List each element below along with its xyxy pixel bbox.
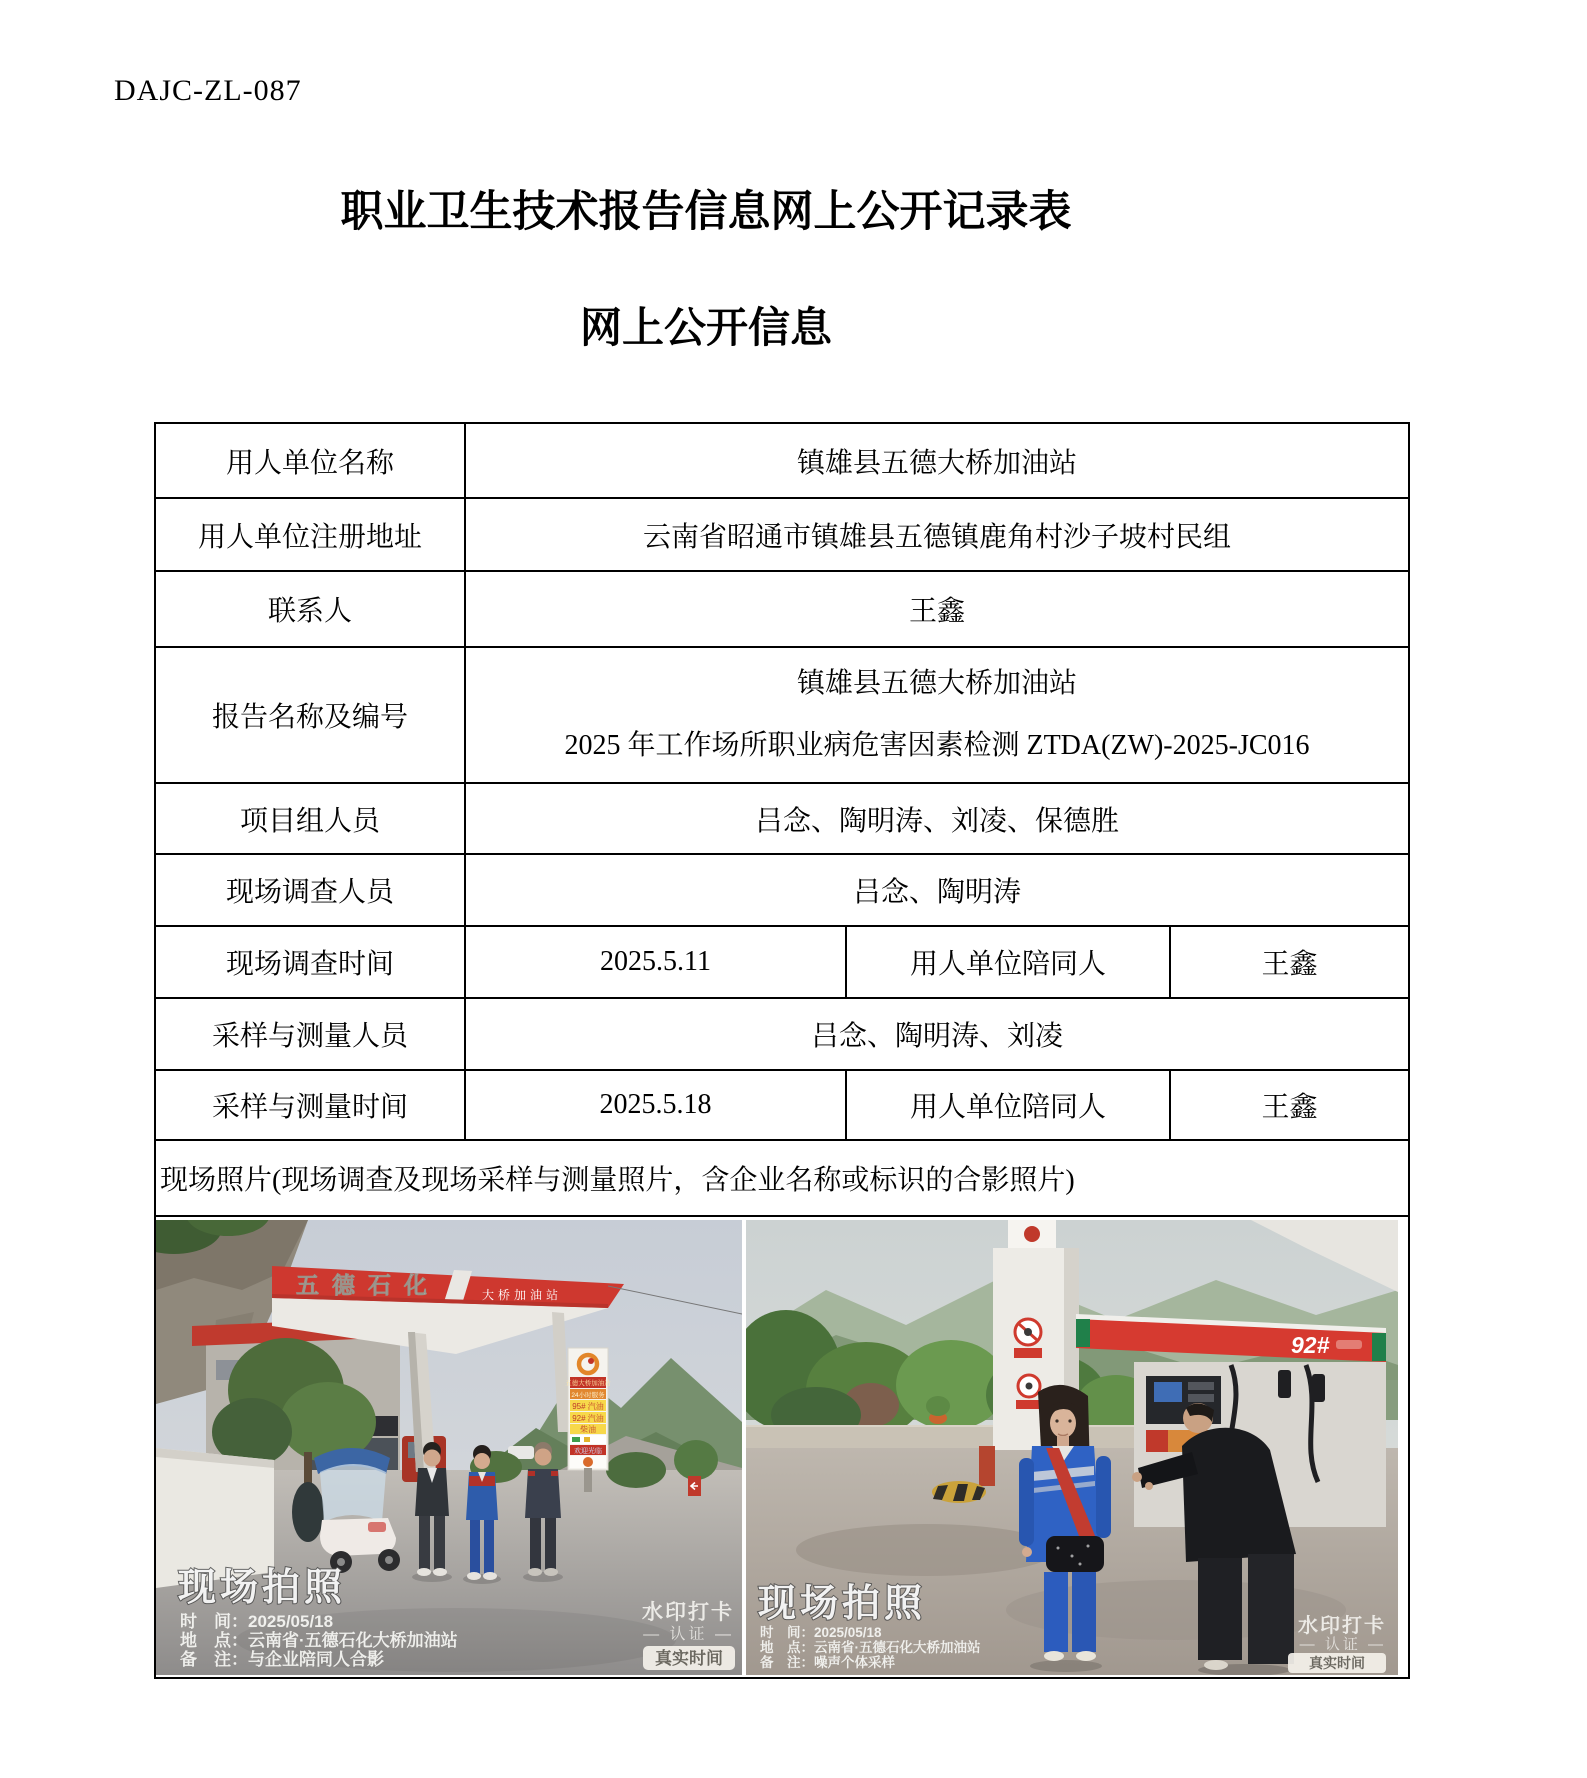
cell-text: 采样与测量人员 — [211, 1021, 408, 1052]
watermark-stamp-right — [1288, 1613, 1386, 1673]
value-sampling-date — [465, 1070, 846, 1140]
label-contact — [155, 571, 465, 647]
watermark-title: 现场拍照 — [758, 1582, 927, 1625]
photos-container — [156, 1220, 1408, 1675]
stamp-line2: — 认证 — — [643, 1625, 734, 1643]
value-survey-companion — [1170, 926, 1409, 998]
canopy-brand-text: 五德石化 — [296, 1271, 440, 1298]
value-registered-address — [465, 498, 1409, 571]
photo-group-at-station — [156, 1220, 742, 1675]
pump-sign-text: 92# — [1291, 1331, 1330, 1358]
row-survey-staff — [155, 854, 1409, 926]
cell-text: 王鑫 — [1261, 949, 1318, 980]
cell-text: 用人单位名称 — [225, 447, 394, 479]
row-sampling-date — [155, 1070, 1409, 1140]
stamp-line2: — 认证 — — [1299, 1635, 1386, 1653]
cell-text: 吕念、陶明涛、刘凌 — [811, 1021, 1064, 1052]
row-report-name — [155, 647, 1409, 783]
label-sampling-staff — [155, 998, 465, 1070]
photo-note — [155, 1140, 1409, 1216]
cell-text: 项目组人员 — [239, 805, 380, 837]
watermark-note: 备 注：噪声个体采样 — [760, 1654, 895, 1670]
row-sampling-staff — [155, 998, 1409, 1070]
photo-noise-sampling — [746, 1220, 1398, 1675]
price-row-95: 95# 汽油 — [572, 1401, 604, 1411]
value-survey-date — [465, 926, 846, 998]
cell-text: 现场照片(现场调查及现场采样与测量照片，含企业名称或标识的合影照片) — [160, 1165, 1075, 1196]
row-registered-address — [155, 498, 1409, 571]
stamp-line1: 水印打卡 — [642, 1600, 734, 1624]
label-survey-date — [155, 926, 465, 998]
photos-cell — [155, 1216, 1409, 1678]
row-photos — [155, 1216, 1409, 1678]
price-sign-welcome: 欢迎光临 — [574, 1447, 602, 1455]
price-sign-service: 24小时服务 — [571, 1391, 605, 1399]
value-employer-name — [465, 423, 1409, 498]
cell-text: 联系人 — [267, 596, 352, 627]
cell-text: 用人单位注册地址 — [197, 521, 422, 553]
info-table — [154, 422, 1410, 1679]
row-project-team — [155, 783, 1409, 854]
label-employer-name — [155, 423, 465, 498]
watermark-place: 地 点：云南省·五德石化大桥加油站 — [180, 1630, 458, 1650]
label-report-name — [155, 647, 465, 783]
row-survey-date — [155, 926, 1409, 998]
value-sampling-companion — [1170, 1070, 1409, 1140]
price-sign — [565, 1348, 611, 1492]
stamp-badge-text: 真实时间 — [1309, 1654, 1365, 1671]
price-row-92: 92# 汽油 — [572, 1413, 604, 1423]
row-contact — [155, 571, 1409, 647]
value-sampling-staff — [465, 998, 1409, 1070]
value-report-name — [465, 647, 1409, 783]
label-sampling-date — [155, 1070, 465, 1140]
cell-text: 报告名称及编号 — [211, 702, 408, 733]
cell-text: 2025.5.18 — [599, 1089, 712, 1120]
value-survey-staff — [465, 854, 1409, 926]
report-name-line1: 镇雄县五德大桥加油站 — [797, 668, 1078, 699]
cell-text: 用人单位陪同人 — [909, 1092, 1106, 1123]
price-sign-name: 五德大桥加油站 — [565, 1379, 611, 1387]
label-registered-address — [155, 498, 465, 571]
watermark-time: 时 间：2025/05/18 — [760, 1624, 882, 1640]
cell-text: 用人单位陪同人 — [909, 949, 1106, 980]
tank-lid — [932, 1481, 986, 1503]
label-survey-companion — [846, 926, 1170, 998]
cell-text: 现场调查人员 — [225, 877, 394, 908]
cell-text: 镇雄县五德大桥加油站 — [797, 447, 1078, 479]
watermark-title: 现场拍照 — [178, 1566, 347, 1609]
arrow-sign — [688, 1476, 701, 1496]
canopy-name-text: 大桥加油站 — [482, 1287, 563, 1302]
cell-text: 吕念、陶明涛 — [853, 877, 1022, 908]
label-sampling-companion — [846, 1070, 1170, 1140]
doc-code: DAJC-ZL-087 — [114, 74, 302, 107]
watermark-stamp-left — [642, 1600, 735, 1670]
stamp-badge-text: 真实时间 — [655, 1648, 723, 1668]
watermark-place: 地 点：云南省·五德石化大桥加油站 — [760, 1639, 981, 1655]
label-project-team — [155, 783, 465, 854]
price-row-diesel: 柴油 — [580, 1424, 596, 1434]
stamp-line1: 水印打卡 — [1298, 1614, 1386, 1637]
page-title: 职业卫生技术报告信息网上公开记录表 — [340, 188, 1072, 236]
page-subtitle: 网上公开信息 — [579, 304, 832, 351]
row-employer-name — [155, 423, 1409, 498]
cell-text: 2025.5.11 — [600, 946, 711, 977]
ground-patch — [796, 1524, 1056, 1576]
watermark-note: 备 注：与企业陪同人合影 — [180, 1649, 384, 1669]
report-name-line2: 2025 年工作场所职业病危害因素检测 ZTDA(ZW)-2025-JC016 — [564, 730, 1310, 761]
cell-text: 王鑫 — [909, 596, 966, 627]
cell-text: 云南省昭通市镇雄县五德镇鹿角村沙子坡村民组 — [643, 521, 1232, 553]
value-contact — [465, 571, 1409, 647]
label-survey-staff — [155, 854, 465, 926]
cell-text: 吕念、陶明涛、刘凌、保德胜 — [755, 805, 1120, 837]
cell-text: 现场调查时间 — [225, 949, 394, 980]
cell-text: 王鑫 — [1261, 1092, 1318, 1123]
cell-text: 采样与测量时间 — [211, 1092, 408, 1123]
row-photo-note — [155, 1140, 1409, 1216]
potted-plant — [926, 1396, 950, 1424]
red-cabinet — [979, 1446, 995, 1486]
value-project-team — [465, 783, 1409, 854]
watermark-time: 时 间：2025/05/18 — [180, 1611, 334, 1631]
